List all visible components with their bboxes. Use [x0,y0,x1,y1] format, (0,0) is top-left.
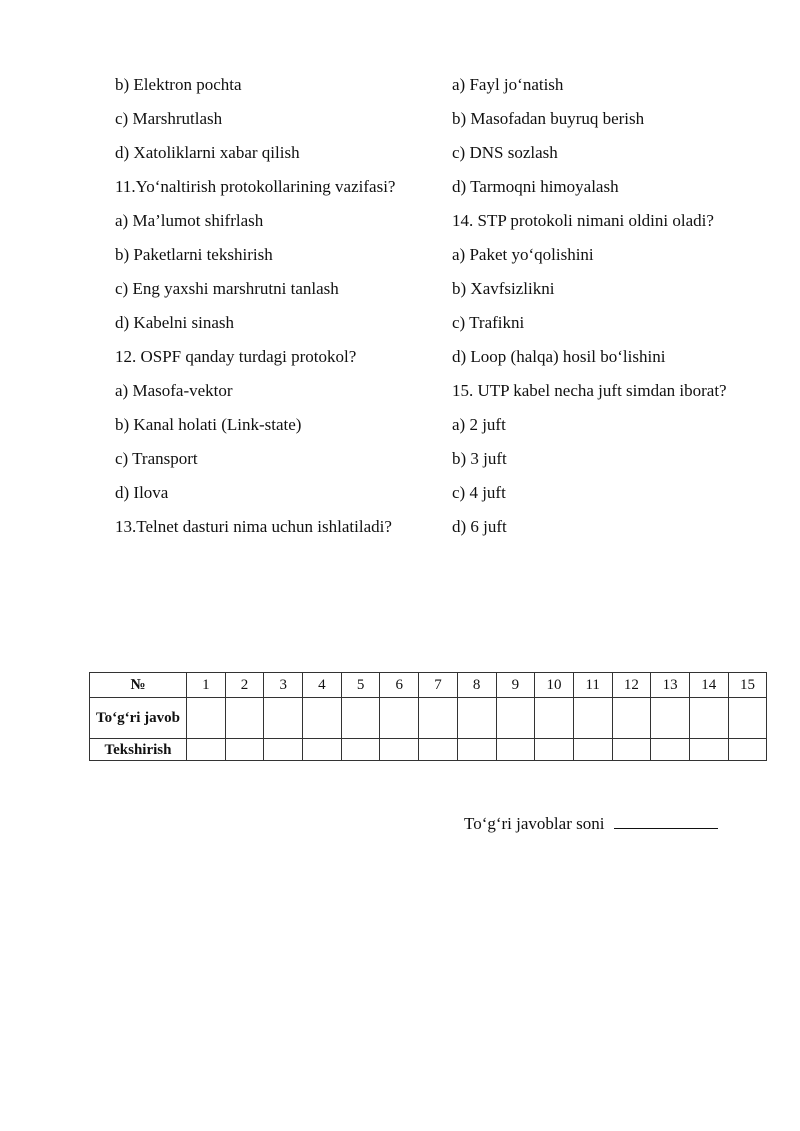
q12-option-a: a) Masofa-vektor [115,381,233,400]
q14-option-b: b) Xavfsizlikni [452,279,555,298]
check-cell[interactable] [225,739,264,761]
answer-cell[interactable] [380,698,419,739]
check-cell[interactable] [457,739,496,761]
answer-cell[interactable] [419,698,458,739]
check-cell[interactable] [187,739,226,761]
answer-cell[interactable] [341,698,380,739]
question-15: 15. UTP kabel necha juft simdan iborat? [452,381,727,400]
q12-option-c: c) Transport [115,449,198,468]
check-cell[interactable] [573,739,612,761]
q14-option-c: c) Trafikni [452,313,525,332]
question-number-cell: 5 [341,673,380,698]
q15-option-b: b) 3 juft [452,449,507,468]
answer-cell[interactable] [496,698,535,739]
q13-option-b: b) Masofadan buyruq berish [452,109,645,128]
check-cell[interactable] [612,739,651,761]
correct-count-blank[interactable] [614,812,718,829]
question-number-cell: 2 [225,673,264,698]
q13-option-d: d) Tarmoqni himoyalash [452,177,619,196]
q15-option-d: d) 6 juft [452,517,507,536]
check-cell[interactable] [303,739,342,761]
q13-option-c: c) DNS sozlash [452,143,558,162]
correct-answer-label: To‘g‘ri javob [90,698,187,739]
question-13: 13.Telnet dasturi nima uchun ishlatiladi? [115,517,392,536]
q11-option-b: b) Paketlarni tekshirish [115,245,273,264]
q14-option-a: a) Paket yo‘qolishini [452,245,594,264]
question-number-cell: 9 [496,673,535,698]
check-cell[interactable] [341,739,380,761]
correct-answer-row [90,698,767,739]
answer-cell[interactable] [457,698,496,739]
question-number-cell: 1 [187,673,226,698]
option-c-marshrutlash: c) Marshrutlash [115,109,223,128]
q13-option-a: a) Fayl jo‘natish [452,75,564,94]
check-cell[interactable] [728,739,767,761]
answer-cell[interactable] [225,698,264,739]
answer-cell[interactable] [303,698,342,739]
answer-cell[interactable] [689,698,728,739]
q14-option-d: d) Loop (halqa) hosil bo‘lishini [452,347,666,366]
q15-option-c: c) 4 juft [452,483,506,502]
q11-option-a: a) Ma’lumot shifrlash [115,211,264,230]
q11-option-d: d) Kabelni sinash [115,313,234,332]
answer-table [89,672,767,761]
correct-count-line [464,812,718,834]
q11-option-c: c) Eng yaxshi marshrutni tanlash [115,279,339,298]
check-cell[interactable] [689,739,728,761]
question-number-cell: 10 [535,673,574,698]
question-number-cell: 13 [651,673,690,698]
question-11: 11.Yo‘naltirish protokollarining vazifasi? [115,177,396,196]
correct-count-label: To‘g‘ri javoblar soni [464,814,605,833]
question-number-cell: 6 [380,673,419,698]
answer-table-header-row [90,673,767,698]
check-cell[interactable] [264,739,303,761]
question-12: 12. OSPF qanday turdagi protokol? [115,347,357,366]
q12-option-d: d) Ilova [115,483,169,502]
number-header-cell: № [90,673,187,698]
check-cell[interactable] [651,739,690,761]
question-number-cell: 4 [303,673,342,698]
answer-cell[interactable] [728,698,767,739]
q15-option-a: a) 2 juft [452,415,506,434]
check-cell[interactable] [496,739,535,761]
left-column [115,74,406,550]
question-number-cell: 3 [264,673,303,698]
answer-cell[interactable] [651,698,690,739]
answer-cell[interactable] [264,698,303,739]
question-14: 14. STP protokoli nimani oldini oladi? [452,211,714,230]
check-row [90,739,767,761]
question-number-cell: 14 [689,673,728,698]
answer-cell[interactable] [535,698,574,739]
question-number-cell: 11 [573,673,612,698]
check-cell[interactable] [380,739,419,761]
check-cell[interactable] [535,739,574,761]
check-label: Tekshirish [90,739,187,761]
check-cell[interactable] [419,739,458,761]
q12-option-b: b) Kanal holati (Link-state) [115,415,302,434]
question-number-cell: 12 [612,673,651,698]
question-number-cell: 15 [728,673,767,698]
right-column [452,74,743,550]
question-number-cell: 8 [457,673,496,698]
answer-cell[interactable] [187,698,226,739]
answer-cell[interactable] [612,698,651,739]
option-d-xatoliklar: d) Xatoliklarni xabar qilish [115,143,300,162]
answer-cell[interactable] [573,698,612,739]
question-number-cell: 7 [419,673,458,698]
option-b-elektron-pochta: b) Elektron pochta [115,75,242,94]
